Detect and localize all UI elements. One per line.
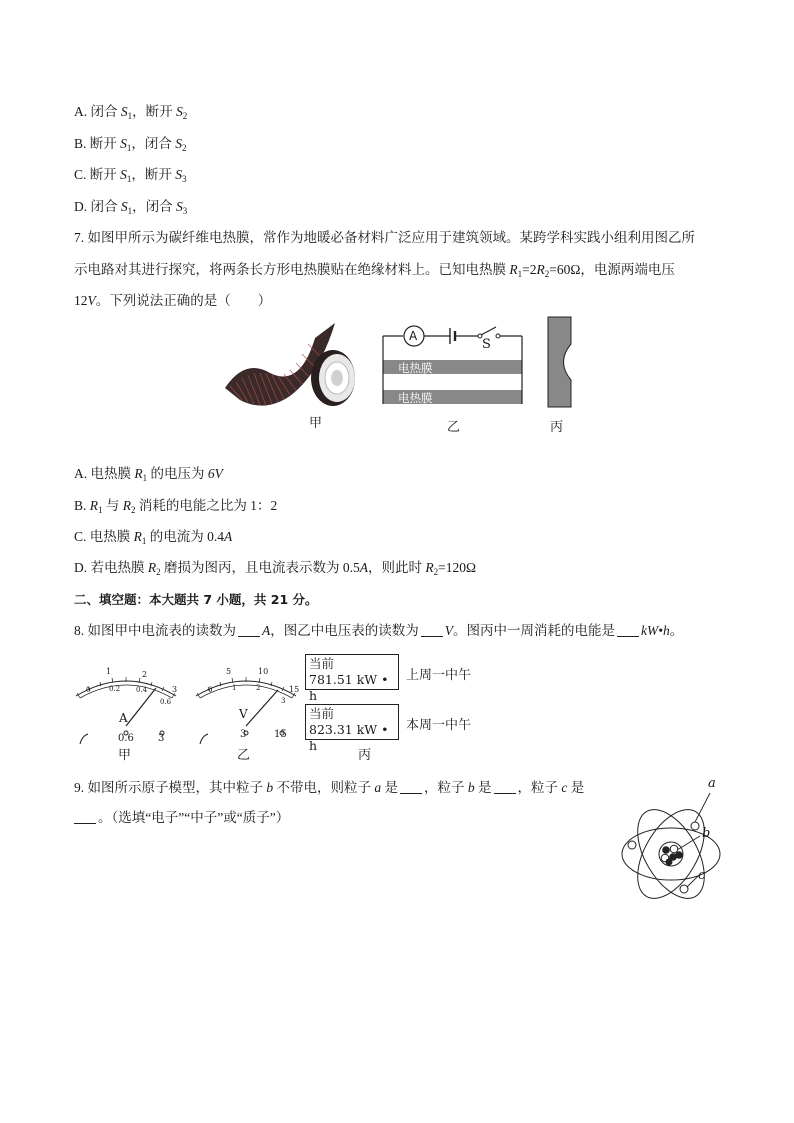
- ammeter-letter: A: [409, 329, 418, 343]
- ammeter-scale-3: 3: [172, 685, 178, 694]
- meter-value-1: 781.51 kW • h: [309, 672, 389, 703]
- q7-stem-line1: 7. 如图甲所示为碳纤维电热膜，常作为地暖必备材料广泛应用于建筑领域。某跨学科实践小组利用图乙所: [74, 230, 695, 245]
- switch-letter: S: [482, 337, 491, 352]
- ammeter-dial-letter: A: [119, 711, 128, 725]
- heating-film-roll-image: [220, 318, 360, 418]
- q9-stem-line1: 9. 如图所示原子模型，其中粒子 b 不带电，则粒子 a 是 ，粒子 b 是 ，粒子 c 是: [74, 780, 585, 795]
- voltmeter-terminal-15: 15: [274, 729, 287, 740]
- voltmeter-needle: [246, 690, 278, 726]
- ammeter-scale-1: 1: [106, 667, 112, 676]
- ammeter-scale-0: 0: [86, 686, 91, 694]
- ammeter-terminal-3: 3: [158, 733, 165, 744]
- caption-q8-yi: 乙: [237, 748, 251, 763]
- voltmeter-terminal-3: 3: [240, 729, 247, 740]
- meter-head-1: 当前: [309, 656, 335, 671]
- meter-value-2: 823.31 kW • h: [309, 722, 389, 753]
- atom-model-diagram: [618, 776, 728, 914]
- section-heading: 二、填空题：本大题共 7 小题，共 21 分。: [74, 592, 318, 607]
- q7-option-d: D. 若电热膜 $R_2$ 磨损为图丙，且电流表示数为 0.5A，则此时 $R_2=120\Omega$: [74, 560, 477, 577]
- q6-option-d: D. 闭合 $S_1$，闭合 $S_3$: [74, 199, 188, 216]
- voltmeter-scale-5: 5: [226, 667, 232, 676]
- voltmeter-scale-0: 0: [208, 686, 213, 694]
- atom-label-c: c: [698, 868, 706, 883]
- q9-stem-line2: 。（选填“电子”“中子”或“质子”）: [74, 809, 289, 827]
- meter-label-1: 上周一中午: [406, 668, 472, 683]
- voltmeter-scale-3: 3: [281, 697, 286, 705]
- electron-icon: [691, 822, 699, 830]
- ammeter-scale-02: 0.2: [109, 685, 121, 693]
- meter-reading-box-2: [305, 704, 399, 753]
- electron-icon: [628, 841, 636, 849]
- voltmeter-scale-10: 10: [258, 667, 269, 676]
- q7-option-a: A. 电热膜 $R_1$ 的电压为 6V: [74, 466, 223, 483]
- meter-label-2: 本周一中午: [406, 718, 472, 733]
- q7-option-c: C. 电热膜 $R_1$ 的电流为 0.4A: [74, 529, 233, 546]
- film-label-2: 电热膜: [398, 391, 433, 405]
- ammeter-scale-04: 0.4: [136, 686, 148, 694]
- electron-icon: [680, 885, 688, 893]
- ammeter-scale-06: 0.6: [160, 698, 172, 706]
- film-label-1: 电热膜: [398, 361, 433, 375]
- q7-option-b: B. $R_1$ 与 $R_2$ 消耗的电能之比为 1：2: [74, 498, 278, 515]
- voltmeter-dial-letter: V: [239, 707, 248, 721]
- q8-stem: 8. 如图甲中电流表的读数为 A，图乙中电压表的读数为 V。图丙中一周消耗的电能是 kW•h。: [74, 623, 684, 638]
- atom-label-b: b: [702, 826, 711, 841]
- caption-yi: 乙: [447, 420, 461, 435]
- ammeter-scale-2: 2: [142, 670, 148, 679]
- caption-q8-jia: 甲: [118, 748, 132, 763]
- q7-stem-line3: 12V。下列说法正确的是（ ）: [74, 293, 272, 308]
- atom-label-a: a: [708, 776, 716, 791]
- meter-head-2: 当前: [309, 706, 335, 721]
- voltmeter-scale-15: 15: [289, 685, 300, 694]
- q6-option-c: C. 断开 $S_1$，断开 $S_3$: [74, 167, 187, 184]
- worn-film-diagram: [546, 316, 574, 408]
- q6-option-a: A. 闭合 $S_1$，断开 $S_2$: [74, 104, 188, 121]
- voltmeter-scale-2: 2: [256, 684, 261, 692]
- voltmeter-scale-1: 1: [232, 684, 237, 692]
- q6-option-b: B. 断开 $S_1$，闭合 $S_2$: [74, 136, 187, 153]
- caption-q8-bing: 丙: [358, 748, 372, 763]
- caption-jia: 甲: [309, 416, 323, 431]
- q7-stem-line2: 示电路对其进行探究，将两条长方形电热膜贴在绝缘材料上。已知电热膜 $R_1=2R_2=60\Omega$，电源两端电压: [74, 262, 675, 279]
- ammeter-terminal-06: 0.6: [118, 733, 134, 744]
- caption-bing: 丙: [550, 420, 564, 435]
- meter-reading-box-1: [305, 654, 399, 703]
